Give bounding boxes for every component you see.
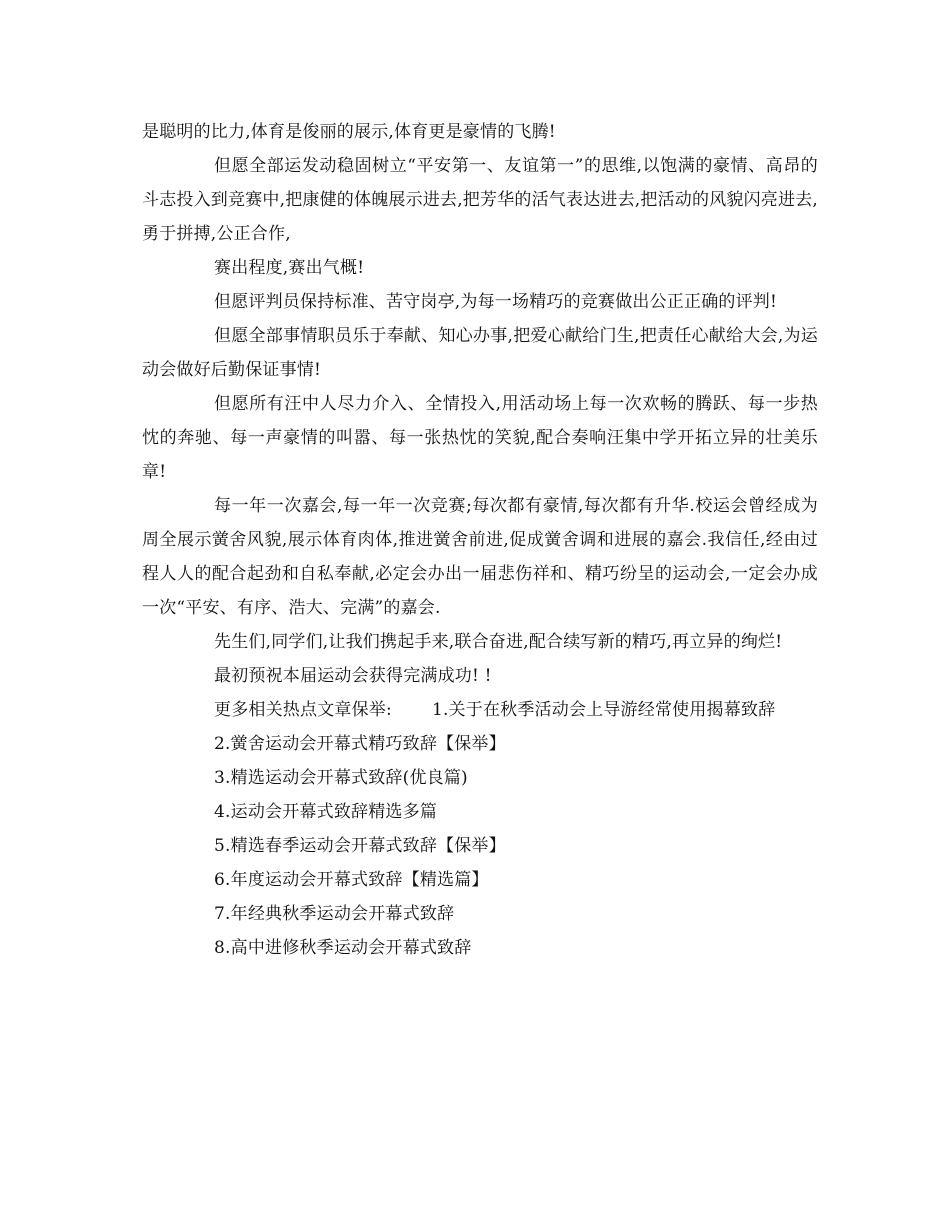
paragraph-call-to-action: 先生们,同学们,让我们携起手来,联合奋进,配合续写新的精巧,再立异的绚烂! bbox=[214, 632, 783, 652]
related-article-link-4[interactable]: 4.运动会开幕式致辞精选多篇 bbox=[214, 802, 438, 822]
related-article-link-8[interactable]: 8.高中进修秋季运动会开幕式致辞 bbox=[214, 938, 472, 958]
document-body bbox=[142, 115, 818, 965]
related-article-link-7[interactable]: 7.年经典秋季运动会开幕式致辞 bbox=[214, 904, 455, 924]
related-articles-header bbox=[142, 693, 818, 727]
related-article-link-1[interactable]: 1.关于在秋季活动会上导游经常使用揭幕致辞 bbox=[431, 700, 776, 720]
paragraph-all-participants: 但愿所有汪中人尽力介入、全情投入,用活动场上每一次欢畅的腾跃、每一步热忱的奔驰、每一声豪情的叫嚣、每一张热忱的笑貌,配合奏响汪集中学开拓立异的壮美乐章! bbox=[142, 394, 818, 482]
paragraph-athletes: 但愿全部运发动稳固树立“平安第一、友谊第一”的思维,以饱满的豪情、高昂的斗志投入到竞赛中,把康健的体魄展示进去,把芳华的活气表达进去,把活动的风貌闪亮进去,勇于拼搏,公正合作, bbox=[142, 156, 819, 244]
related-article-link-2[interactable]: 2.黉舍运动会开幕式精巧致辞【保举】 bbox=[214, 734, 506, 754]
paragraph-slogan: 赛出程度,赛出气概! bbox=[214, 258, 365, 278]
paragraph-referees: 但愿评判员保持标准、苦守岗亭,为每一场精巧的竞赛做出公正正确的评判! bbox=[214, 292, 778, 312]
related-article-link-6[interactable]: 6.年度运动会开幕式致辞【精选篇】 bbox=[214, 870, 489, 890]
paragraph-sports-meet: 每一年一次嘉会,每一年一次竞赛;每次都有豪情,每次都有升华.校运会曾经成为周全展示黉舍风貌,展示体育肉体,推进黉舍前进,促成黉舍调和进展的嘉会.我信任,经由过程人人的配合起劲和自私奉献,必定会办出一届悲伤祥和、精巧纷呈的运动会,一定会办成一次“平安、有序、浩大、完满”的嘉会. bbox=[142, 496, 818, 618]
paragraph-staff: 但愿全部事情职员乐于奉献、知心办事,把爱心献给门生,把责任心献给大会,为运动会做好后勤保证事情! bbox=[142, 326, 818, 380]
related-articles-label: 更多相关热点文章保举: bbox=[214, 700, 392, 720]
related-article-link-5[interactable]: 5.精选春季运动会开幕式致辞【保举】 bbox=[214, 836, 506, 856]
related-articles-list bbox=[142, 727, 818, 965]
paragraph-closing-wish: 最初预祝本届运动会获得完满成功! ! bbox=[214, 666, 492, 686]
paragraph-continuation: 是聪明的比力,体育是俊丽的展示,体育更是豪情的飞腾! bbox=[142, 122, 556, 142]
related-article-link-3[interactable]: 3.精选运动会开幕式致辞(优良篇) bbox=[214, 768, 468, 788]
